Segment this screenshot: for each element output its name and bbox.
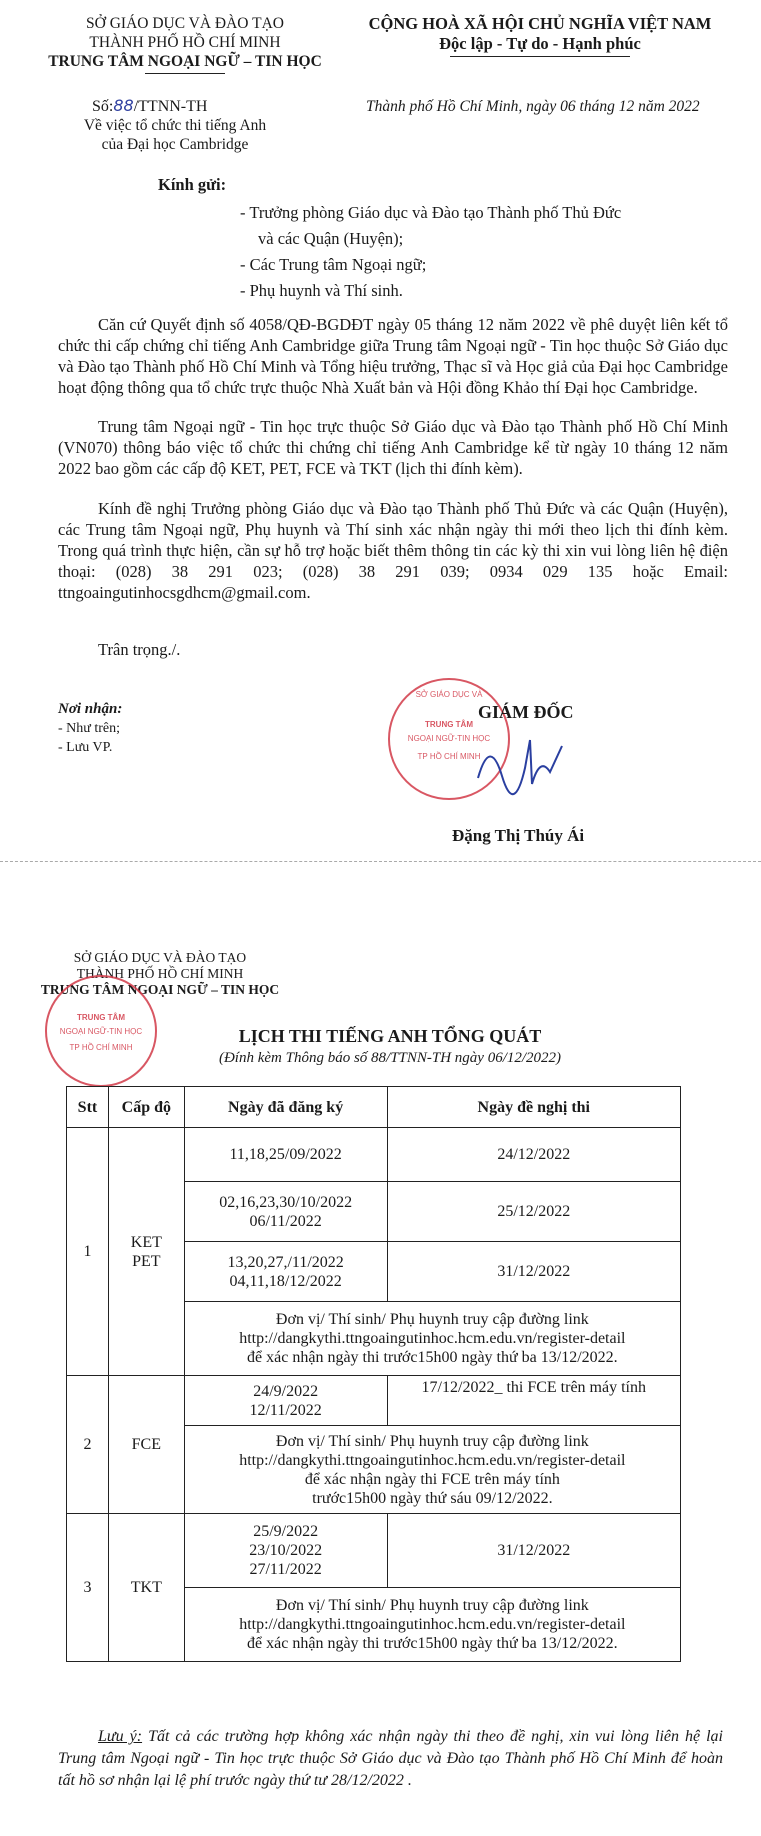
- recipient-1b: và các Quận (Huyện);: [258, 229, 404, 248]
- instruction-line: để xác nhận ngày thi trước15h00 ngày thứ ba 13/12/2022.: [247, 1349, 618, 1366]
- annex-stamp-bottom: TP HỒ CHÍ MINH: [69, 1043, 133, 1052]
- recv-label: Nơi nhận:: [58, 701, 123, 717]
- proposed-cell: 31/12/2022: [387, 1242, 680, 1302]
- level-cell: [108, 1128, 184, 1376]
- instruction-cell: [184, 1302, 680, 1376]
- signer-name: Đặng Thị Thúy Ái: [452, 826, 585, 845]
- col-header-stt: Stt: [67, 1087, 109, 1128]
- proposed-cell: 31/12/2022: [387, 1514, 680, 1588]
- page-divider: [0, 861, 761, 862]
- table-row: [67, 1376, 681, 1426]
- registered-cell: [184, 1182, 387, 1242]
- header-right-rule: [450, 56, 630, 57]
- proposed-cell: 25/12/2022: [387, 1182, 680, 1242]
- recipient-label: Kính gửi:: [158, 175, 227, 194]
- annex-stamp: [45, 975, 157, 1087]
- instruction-cell: [184, 1588, 680, 1662]
- registered-line: 24/9/2022: [253, 1382, 319, 1400]
- registered-line: 13,20,27,/11/2022: [227, 1253, 344, 1271]
- header-left-rule: [145, 73, 225, 74]
- exam-schedule-table: [66, 1086, 681, 1662]
- registration-link[interactable]: http://dangkythi.ttngoaingutinhoc.hcm.edu.vn/register-detail: [239, 1451, 626, 1469]
- annex-title: LỊCH THI TIẾNG ANH TỔNG QUÁT: [238, 1026, 542, 1046]
- registered-line: 06/11/2022: [249, 1212, 322, 1230]
- registration-link[interactable]: http://dangkythi.ttngoaingutinhoc.hcm.edu.vn/register-detail: [239, 1616, 626, 1633]
- table-row: [67, 1128, 681, 1182]
- doc-number-suffix: /TTNN-TH: [133, 98, 208, 115]
- registered-line: 23/10/2022: [249, 1542, 323, 1559]
- registered-cell: [184, 1242, 387, 1302]
- note-label: Lưu ý:: [98, 1728, 143, 1745]
- table-row: [67, 1514, 681, 1588]
- signature-icon: [470, 728, 570, 798]
- registered-line: 02,16,23,30/10/2022: [219, 1193, 353, 1211]
- note-paragraph: [58, 1726, 723, 1792]
- level-pet: PET: [132, 1252, 161, 1270]
- table-header-row: [67, 1087, 681, 1128]
- registered-cell: 11,18,25/09/2022: [184, 1128, 387, 1182]
- dept-line1: SỞ GIÁO DỤC VÀ ĐÀO TẠO: [86, 15, 284, 32]
- body-paragraph-2: Trung tâm Ngoại ngữ - Tin học trực thuộc Sở Giáo dục và Đào tạo Thành phố Hồ Chí Minh (VN070) thông báo việc tổ chức thi chứng chỉ tiếng Anh Cambridge kể từ ngày 10 tháng 12 năm 2022 bao gồm các cấp độ KET, PET, FCE và TKT (lịch thi đính kèm).: [58, 417, 728, 478]
- doc-subject: [50, 116, 300, 154]
- annex-center-name: TRUNG TÂM NGOẠI NGỮ – TIN HỌC: [40, 982, 280, 997]
- recv-item-2: - Lưu VP.: [58, 740, 113, 755]
- proposed-cell: 17/12/2022_ thi FCE trên máy tính: [387, 1376, 680, 1426]
- doc-number: [92, 96, 207, 116]
- instruction-line: trước15h00 ngày thứ sáu 09/12/2022.: [312, 1489, 553, 1507]
- recipient-1a: - Trưởng phòng Giáo dục và Đào tạo Thành phố Thủ Đức: [240, 203, 622, 222]
- instruction-line: Đơn vị/ Thí sinh/ Phụ huynh truy cập đường link: [275, 1311, 589, 1328]
- level-cell: FCE: [108, 1376, 184, 1514]
- stt-cell: 2: [67, 1376, 109, 1514]
- stt-cell: 3: [67, 1514, 109, 1662]
- stamp-mid2-text: NGOẠI NGỮ-TIN HỌC: [407, 734, 491, 743]
- recipient-3: - Phụ huynh và Thí sinh.: [240, 281, 403, 300]
- instruction-line: Đơn vị/ Thí sinh/ Phụ huynh truy cập đường link: [275, 1432, 589, 1450]
- annex-dept-line1: SỞ GIÁO DỤC VÀ ĐÀO TẠO: [73, 950, 247, 965]
- recv-item-1: - Như trên;: [58, 721, 121, 736]
- registered-cell: [184, 1376, 387, 1426]
- instruction-cell: [184, 1426, 680, 1514]
- registered-line: 27/11/2022: [249, 1561, 322, 1578]
- registered-line: 25/9/2022: [253, 1523, 319, 1540]
- level-cell: TKT: [108, 1514, 184, 1662]
- motto: Độc lập - Tự do - Hạnh phúc: [439, 34, 641, 53]
- stamp-bottom-text: TP HỒ CHÍ MINH: [417, 752, 481, 761]
- stt-cell: 1: [67, 1128, 109, 1376]
- proposed-cell: 24/12/2022: [387, 1128, 680, 1182]
- registered-line: 12/11/2022: [249, 1401, 322, 1419]
- annex-stamp-mid1: TRUNG TÂM: [77, 1013, 125, 1022]
- recipients-footer: [58, 700, 122, 757]
- center-name: TRUNG TÂM NGOẠI NGỮ – TIN HỌC: [48, 53, 322, 70]
- doc-number-handwritten: 88: [113, 96, 134, 115]
- annex-subtitle: (Đính kèm Thông báo số 88/TTNN-TH ngày 06/12/2022): [218, 1050, 562, 1066]
- annex-stamp-mid2: NGOẠI NGỮ-TIN HỌC: [59, 1027, 143, 1036]
- subject-line2: của Đại học Cambridge: [101, 136, 249, 153]
- letter-header-left: [40, 14, 330, 74]
- col-header-proposed: Ngày đề nghị thi: [387, 1087, 680, 1128]
- level-ket: KET: [130, 1233, 162, 1251]
- dept-line2: THÀNH PHỐ HỒ CHÍ MINH: [89, 34, 281, 51]
- subject-line1: Về việc tổ chức thi tiếng Anh: [83, 117, 267, 134]
- col-header-registered: Ngày đã đăng ký: [184, 1087, 387, 1128]
- director-title: GIÁM ĐỐC: [478, 702, 574, 722]
- letter-header-right: [350, 14, 730, 57]
- registration-link[interactable]: http://dangkythi.ttngoaingutinhoc.hcm.edu.vn/register-detail: [239, 1330, 626, 1347]
- note-text: Tất cả các trường hợp không xác nhận ngày thi theo đề nghị, xin vui lòng liên hệ lại Trung tâm Ngoại ngữ - Tin học trực thuộc Sở Giáo dục và Đào tạo Thành phố Hồ Chí Minh để hoàn tất hồ sơ nhận lại lệ phí trước ngày thứ tư 28/12/2022 .: [58, 1728, 724, 1789]
- recipient-list: [240, 200, 621, 304]
- doc-number-prefix: Số:: [92, 98, 114, 115]
- nation-name: CỘNG HOÀ XÃ HỘI CHỦ NGHĨA VIỆT NAM: [368, 14, 712, 33]
- instruction-line: để xác nhận ngày thi trước15h00 ngày thứ ba 13/12/2022.: [247, 1635, 618, 1652]
- instruction-line: để xác nhận ngày thi FCE trên máy tính: [304, 1470, 560, 1488]
- stamp-mid1-text: TRUNG TÂM: [425, 720, 473, 729]
- stamp-top-text: SỞ GIÁO DỤC VÀ: [415, 690, 483, 699]
- body-paragraph-3: Kính đề nghị Trưởng phòng Giáo dục và Đào tạo Thành phố Thủ Đức và các Quận (Huyện), các Trung tâm Ngoại ngữ, Phụ huynh và Thí sinh xác nhận ngày thi mới theo lịch thi đính kèm. Trong quá trình thực hiện, cần sự hỗ trợ hoặc biết thêm thông tin các kỳ thi xin vui lòng liên hệ điện thoại: (028) 38 291 023; (028) 38 291 039; 0934 029 135 hoặc Email: ttngoaingutinhocsgdhcm@gmail.com.: [58, 499, 728, 602]
- closing: Trân trọng./.: [98, 640, 181, 659]
- body-paragraph-1: Căn cứ Quyết định số 4058/QĐ-BGDĐT ngày 05 tháng 12 năm 2022 về phê duyệt liên kết tổ chức thi cấp chứng chỉ tiếng Anh Cambridge giữa Trung tâm Ngoại ngữ - Tin học thuộc Sở Giáo dục và Đào tạo Thành phố Hồ Chí Minh và Tổng hiệu trưởng, Thạc sĩ và Học giả của Đại học Cambridge hoạt động thông qua tổ chức trực thuộc Nhà Xuất bản và Hội đồng Khảo thí Đại học Cambridge.: [58, 315, 728, 397]
- recipient-2: - Các Trung tâm Ngoại ngữ;: [240, 255, 427, 274]
- place-date: Thành phố Hồ Chí Minh, ngày 06 tháng 12 năm 2022: [366, 98, 700, 115]
- annex-dept-line2: THÀNH PHỐ HỒ CHÍ MINH: [76, 966, 244, 981]
- registered-cell: [184, 1514, 387, 1588]
- registered-line: 04,11,18/12/2022: [229, 1272, 342, 1290]
- col-header-level: Cấp độ: [108, 1087, 184, 1128]
- instruction-line: Đơn vị/ Thí sinh/ Phụ huynh truy cập đường link: [275, 1597, 589, 1614]
